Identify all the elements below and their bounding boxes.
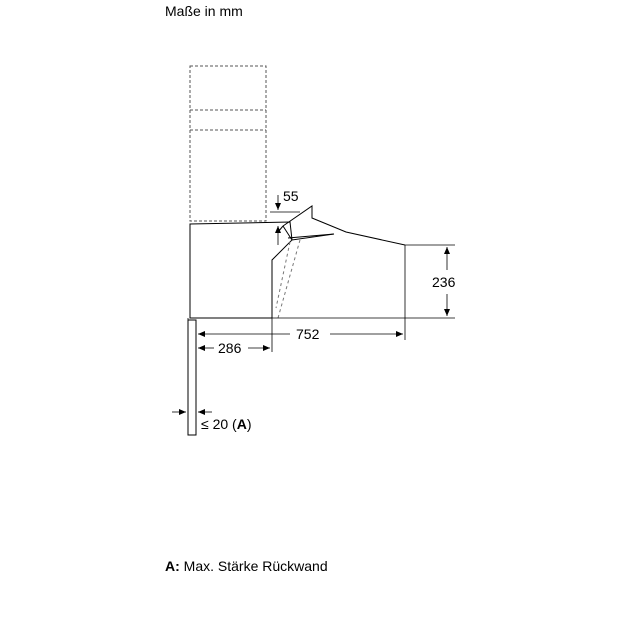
hood-body [190, 222, 292, 318]
legend-key: A: [165, 558, 180, 574]
dim-label-55: 55 [283, 188, 299, 204]
back-wall [188, 320, 196, 435]
legend [165, 558, 328, 574]
units-note: Maße in mm [165, 3, 243, 19]
dim-label-wall-thickness: ≤ 20 (A) [201, 416, 252, 432]
chimney-outline [190, 66, 266, 221]
legend-text: Max. Stärke Rückwand [183, 558, 328, 574]
dim-label-286: 286 [218, 340, 242, 356]
dim-label-752: 752 [296, 326, 320, 342]
dim-label-236: 236 [432, 274, 456, 290]
